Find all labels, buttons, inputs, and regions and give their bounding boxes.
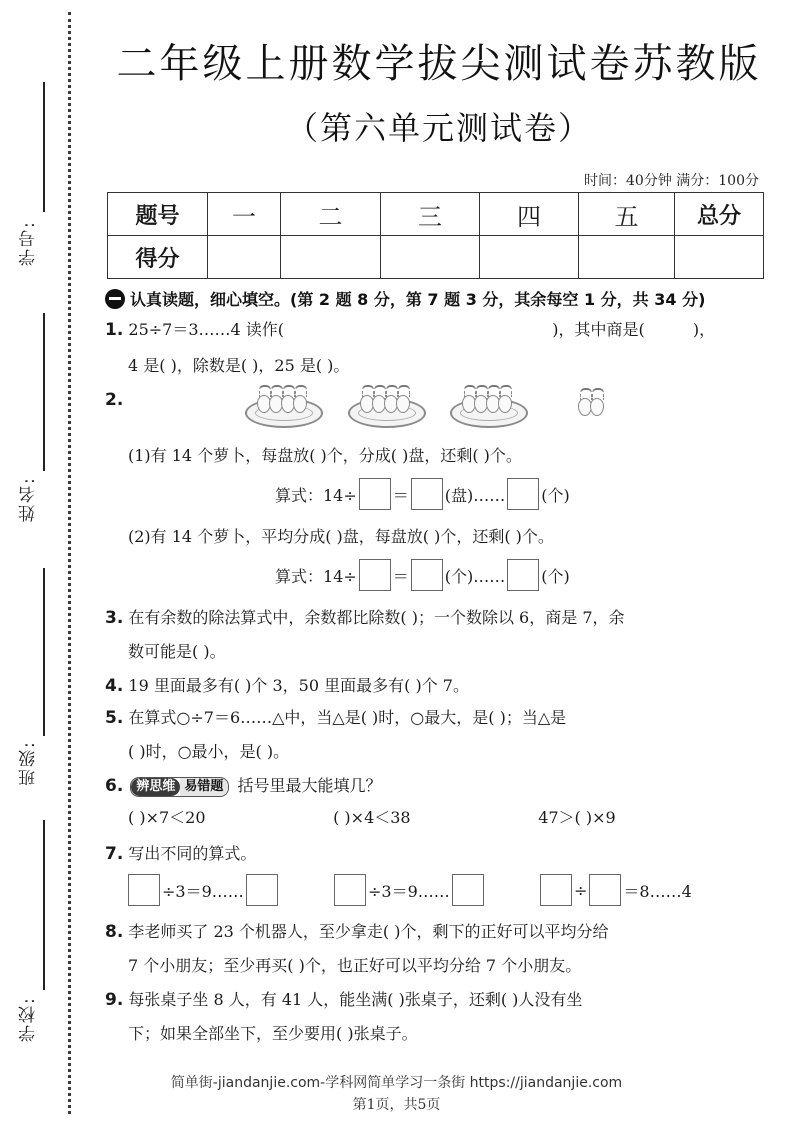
question-3-number: 3. [105, 608, 124, 628]
question-8-line-2: 7 个小朋友；至少再买( )个，也正好可以平均分给 7 个小朋友。 [128, 956, 582, 975]
circle-one-icon [105, 289, 125, 309]
score-cell-total[interactable] [675, 236, 764, 279]
section-1-heading-text: 认真读题，细心填空。(第 2 题 8 分，第 7 题 3 分，其余每空 1 分，共 34 分) [130, 290, 706, 309]
name-line[interactable] [43, 313, 45, 471]
formula-1-unit-1: (盘)…… [444, 485, 506, 505]
question-2-sub-2: (2)有 14 个萝卜，平均分成( )盘，每盘放( )个，还剩( )个。 [128, 527, 554, 546]
binding-dotted-line [68, 12, 71, 1114]
question-8-text-1: 李老师买了 23 个机器人，至少拿走( )个，剩下的正好可以平均分给 [128, 922, 609, 941]
question-2-number [105, 390, 123, 410]
question-6-text: 括号里最大能填几？ [237, 776, 382, 795]
question-3-line-1 [105, 608, 625, 628]
score-table-header-row [108, 193, 764, 236]
question-1-line-1 [105, 320, 715, 340]
question-6-item-1: ( )×7＜20 [128, 808, 206, 827]
score-cell-1[interactable] [208, 236, 281, 279]
score-cell-4[interactable] [480, 236, 579, 279]
q7-f3-box-dividend[interactable] [540, 874, 572, 906]
name-label: 姓名: [19, 476, 39, 522]
class-line[interactable] [43, 568, 45, 736]
formula-1-unit-2: (个) [541, 485, 570, 505]
page-title: 二年级上册数学拔尖测试卷苏教版 [116, 41, 762, 87]
question-5-number: 5. [105, 708, 124, 728]
radish-group-icon [257, 395, 305, 413]
question-3-text-1: 在有余数的除法算式中，余数都比除数( )；一个数除以 6，商是 7，余 [128, 608, 625, 627]
formula-2-prefix: 算式：14÷ [275, 566, 357, 586]
question-8-line-1 [105, 922, 609, 942]
header-cell-1: 一 [208, 193, 281, 236]
question-6-item-3: 47＞( )×9 [538, 808, 616, 827]
score-cell-5[interactable] [579, 236, 675, 279]
section-1-heading [105, 287, 775, 310]
q7-f1-box-dividend[interactable] [128, 874, 160, 906]
school-line[interactable] [43, 820, 45, 990]
question-7-formula-1 [126, 874, 280, 906]
question-6-item-2: ( )×4＜38 [333, 808, 411, 827]
question-1-text-a: 25÷7＝3……4 读作( [128, 320, 285, 339]
footer-source: 简单街-jiandanjie.com-学科网简单学习一条街 https://jiandanjie.com [170, 1075, 623, 1091]
formula-2-unit-1: (个)…… [444, 566, 506, 586]
question-6-line-1 [105, 776, 382, 797]
question-2-formula-1 [275, 478, 570, 510]
question-7-text: 写出不同的算式。 [128, 844, 257, 863]
formula-1-prefix: 算式：14÷ [275, 485, 357, 505]
question-7-number: 7. [105, 844, 124, 864]
score-row-label: 得分 [108, 236, 208, 279]
formula-1-box-quotient[interactable] [411, 478, 443, 510]
question-3-line-2: 数可能是( )。 [128, 642, 226, 661]
question-6-number: 6. [105, 776, 124, 796]
question-9-line-2: 下；如果全部坐下，至少要用( )张桌子。 [128, 1024, 418, 1043]
page-subtitle: （第六单元测试卷） [285, 109, 592, 147]
question-2-formula-2 [275, 559, 570, 591]
question-7-formula-3 [538, 874, 692, 906]
score-cell-3[interactable] [381, 236, 480, 279]
question-1-number: 1. [105, 320, 124, 340]
question-9-text-1: 每张桌子坐 8 人，有 41 人，能坐满( )张桌子，还剩( )人没有坐 [128, 990, 583, 1009]
question-7-formula-2 [332, 874, 486, 906]
formula-2-equals: ＝ [392, 566, 409, 586]
formula-1-box-remainder[interactable] [507, 478, 539, 510]
formula-1-box-divisor[interactable] [359, 478, 391, 510]
class-label: 班级: [19, 740, 39, 786]
q7-f3-div: ÷ [574, 880, 588, 900]
formula-2-box-remainder[interactable] [507, 559, 539, 591]
question-9-number: 9. [105, 990, 124, 1010]
formula-1-equals: ＝ [392, 485, 409, 505]
footer-page-number: 第1页，共5页 [352, 1097, 441, 1113]
q7-f3-tail: ＝8……4 [623, 881, 692, 901]
question-1-line-2: 4 是( )，除数是( )，25 是( )。 [128, 356, 350, 375]
header-cell-3: 三 [381, 193, 480, 236]
exam-meta: 时间：40分钟 满分：100分 [584, 173, 759, 189]
question-4-text: 19 里面最多有( )个 3，50 里面最多有( )个 7。 [128, 676, 469, 695]
q7-f2-mid: ÷3＝9…… [368, 881, 450, 901]
formula-2-unit-2: (个) [541, 566, 570, 586]
q7-f1-mid: ÷3＝9…… [162, 881, 244, 901]
school-label: 学校: [19, 996, 39, 1042]
question-2-num: 2. [105, 390, 124, 410]
header-cell-question-no: 题号 [108, 193, 208, 236]
q7-f1-box-remainder[interactable] [246, 874, 278, 906]
q7-f2-box-dividend[interactable] [334, 874, 366, 906]
question-7-line-1 [105, 844, 256, 864]
badge-thinking: 辨思维 [131, 778, 180, 796]
header-cell-5: 五 [579, 193, 675, 236]
question-4-line-1 [105, 676, 469, 696]
question-6-badge [130, 777, 229, 797]
radish-group-icon [462, 395, 510, 413]
score-cell-2[interactable] [281, 236, 381, 279]
q7-f3-box-divisor[interactable] [589, 874, 621, 906]
radish-group-icon [360, 395, 408, 413]
header-cell-total: 总分 [675, 193, 764, 236]
question-5-line-1 [105, 708, 566, 728]
badge-error-prone: 易错题 [180, 778, 228, 796]
student-id-label: 学号: [19, 220, 39, 266]
header-cell-2: 二 [281, 193, 381, 236]
student-id-line[interactable] [43, 82, 45, 212]
score-table [107, 192, 764, 279]
formula-2-box-divisor[interactable] [359, 559, 391, 591]
question-6-items [128, 808, 616, 828]
question-8-number: 8. [105, 922, 124, 942]
formula-2-box-quotient[interactable] [411, 559, 443, 591]
question-9-line-1 [105, 990, 582, 1010]
question-2-sub-1: (1)有 14 个萝卜，每盘放( )个，分成( )盘，还剩( )个。 [128, 446, 522, 465]
question-1-text-b: )，其中商是( [552, 320, 645, 339]
question-5-line-2: ( )时，○最小，是( )。 [128, 742, 290, 761]
q7-f2-box-remainder[interactable] [452, 874, 484, 906]
question-4-number: 4. [105, 676, 124, 696]
header-cell-4: 四 [480, 193, 579, 236]
radish-pair-icon [578, 398, 602, 416]
question-1-text-c: )， [692, 320, 716, 339]
question-5-text-1: 在算式○÷7＝6……△中，当△是( )时，○最大，是( )；当△是 [128, 708, 567, 727]
score-table-score-row [108, 236, 764, 279]
